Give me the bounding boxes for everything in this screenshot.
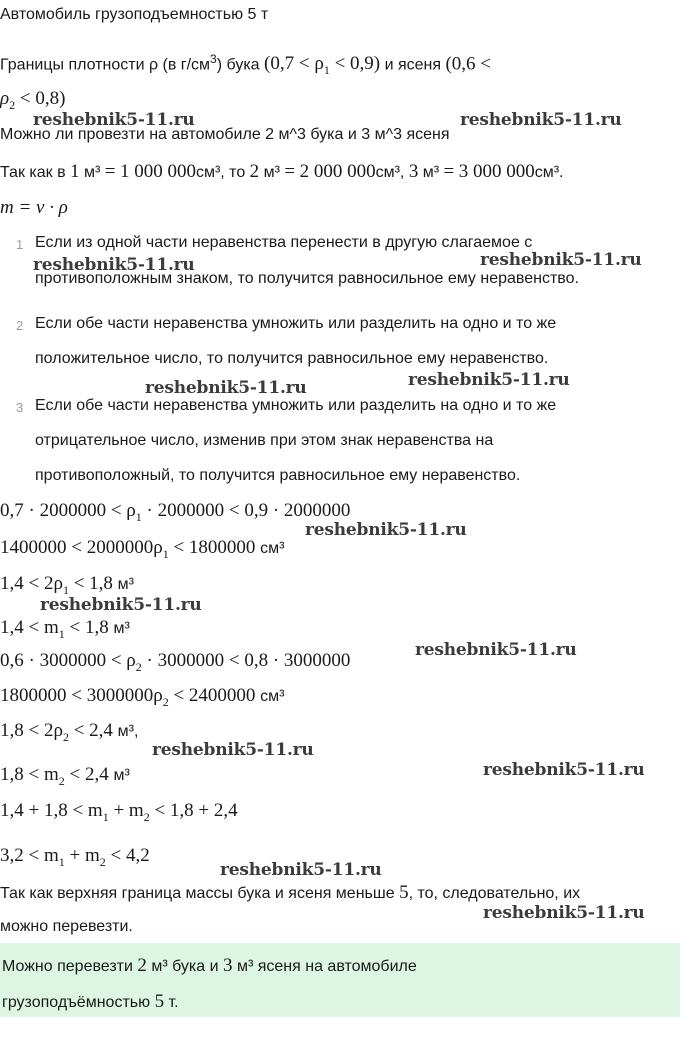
step-7-a: 1,8 < 2ρ [0,720,63,741]
step-4 [0,617,130,642]
step-5-a: 0,6 · 3000000 < ρ [0,650,136,671]
conclusion-text-a: Так как верхняя граница массы бука и ясеня меньше [0,885,395,902]
conv-unit-3: м³ [422,164,440,181]
step-2-unit: см³ [260,540,285,557]
conv-unit-1: м³ [84,164,101,181]
step-2-a: 1400000 < 2000000ρ [0,537,163,558]
step-4-sub: 1 [58,626,65,641]
answer-text-b: м³ бука и [151,958,219,975]
rule-2-line-1: Если обе части неравенства умножить или разделить на одно и то же [35,315,557,332]
watermark: reshebnik5-11.ru [408,370,570,390]
conv-v5: 3 [408,161,419,182]
step-3-a: 1,4 < 2ρ [0,573,63,594]
answer-text-2a: грузоподъёмностью [2,994,151,1011]
conclusion-line-1 [0,882,580,904]
step-5-sub: 2 [135,659,142,674]
answer-text-2b: т. [168,994,179,1011]
watermark: reshebnik5-11.ru [145,378,307,398]
rule-number-2: 2 [16,318,24,333]
watermark: reshebnik5-11.ru [305,520,467,540]
conv-v4: 2 000 000 [299,161,376,182]
conv-text-g: см³. [534,164,564,181]
step-6-a: 1800000 < 3000000ρ [0,685,163,706]
beech-range-start: (0,7 < ρ [264,53,324,75]
step-6-b: < 2400000 [168,685,256,706]
step-10 [0,845,150,870]
step-6 [0,685,285,710]
step-1-sub: 1 [135,509,142,524]
step-8-unit: м³ [113,767,130,784]
and-ash-text: и ясеня [384,56,442,74]
answer-box [0,943,680,1017]
conv-v3: 2 [249,161,260,182]
step-8-a: 1,8 < m [0,764,59,785]
step-7 [0,720,138,745]
conv-v2: 1 000 000 [119,161,196,182]
step-4-unit: м³ [113,620,130,637]
watermark: reshebnik5-11.ru [33,255,195,275]
answer-line-1 [2,955,417,977]
step-6-sub: 2 [162,694,169,709]
beech-range [264,53,381,78]
step-10-sub-2: 2 [99,854,106,869]
density-text: Границы плотности ρ (в г/см [0,56,211,74]
conv-text-a: Так как в [0,164,66,181]
step-3-b: < 1,8 [68,573,113,594]
conv-text-e: см³, [375,164,405,181]
rule-3-line-2: отрицательное число, изменив при этом знак неравенства на [35,432,494,449]
conv-eq-3: = [443,161,455,182]
watermark: reshebnik5-11.ru [415,640,577,660]
conversion-line [0,161,564,183]
step-10-a: 3,2 < m [0,845,59,866]
answer-text-c: м³ ясеня на автомобиле [236,958,417,975]
step-2 [0,537,285,562]
ash-range-start: (0,6 < [445,53,492,75]
rule-3-line-3: противоположный, то получится равносильное ему неравенство. [35,467,521,484]
step-9-sub-2: 2 [143,809,150,824]
step-7-unit: м³, [117,723,139,740]
ash-range-end: < 0,8) [15,88,66,109]
watermark: reshebnik5-11.ru [152,740,314,760]
watermark: reshebnik5-11.ru [483,760,645,780]
step-6-unit: см³ [260,688,285,705]
ash-sub: 2 [9,97,16,112]
conclusion-line-2: можно перевезти. [0,918,133,935]
rule-1-line-1: Если из одной части неравенства перенести в другую слагаемое с [35,234,533,251]
density-line [0,52,491,78]
conv-unit-2: м³ [263,164,280,181]
watermark: reshebnik5-11.ru [40,595,202,615]
step-1-b: · 2000000 < 0,9 · 2000000 [141,500,351,521]
answer-v1: 2 [137,955,147,976]
step-7-b: < 2,4 [68,720,113,741]
step-1-a: 0,7 · 2000000 < ρ [0,500,136,521]
step-5-b: · 3000000 < 0,8 · 3000000 [141,650,351,671]
answer-text-a: Можно перевезти [2,958,133,975]
step-8-sub: 2 [58,773,65,788]
task-title: Автомобиль грузоподъемностью 5 т [0,6,269,23]
step-9 [0,800,238,825]
step-2-sub: 1 [162,546,169,561]
conv-v6: 3 000 000 [458,161,535,182]
rule-2-line-2: положительное число, то получится равносильное ему неравенство. [35,350,549,367]
watermark: reshebnik5-11.ru [480,250,642,270]
watermark: reshebnik5-11.ru [220,860,382,880]
question: Можно ли провезти на автомобиле 2 м^3 бука и 3 м^3 ясеня [0,126,450,143]
conv-eq-2: = [284,161,296,182]
beech-sub: 1 [323,63,330,78]
ash-rho: ρ [0,88,10,109]
step-8 [0,764,130,789]
step-4-a: 1,4 < m [0,617,59,638]
beech-range-end: < 0,9) [329,53,381,75]
answer-v2: 3 [223,955,233,976]
step-1 [0,500,350,525]
step-9-b: + m [108,800,144,821]
watermark: reshebnik5-11.ru [460,110,622,130]
step-9-c: < 1,8 + 2,4 [149,800,238,821]
rule-number-3: 3 [16,400,24,415]
step-3-sub: 1 [62,582,69,597]
step-9-a: 1,4 + 1,8 < m [0,800,103,821]
step-2-b: < 1800000 [168,537,256,558]
conv-eq-1: = [104,161,116,182]
conclusion-value: 5 [399,882,409,903]
step-10-sub-1: 1 [58,854,65,869]
watermark: reshebnik5-11.ru [33,110,195,130]
step-10-b: + m [64,845,100,866]
step-5 [0,650,350,675]
step-10-c: < 4,2 [105,845,150,866]
conclusion-text-b: , то, следовательно, их [408,885,581,902]
answer-line-2 [2,991,179,1013]
step-9-sub-1: 1 [102,809,109,824]
step-3-unit: м³ [117,576,134,593]
answer-v3: 5 [154,991,165,1012]
step-7-sub: 2 [62,729,69,744]
density-exponent: 3 [210,52,217,66]
watermark: reshebnik5-11.ru [483,903,645,923]
density-text-end: ) бука [216,56,260,74]
mass-formula: m = v · ρ [0,197,68,218]
rule-1-line-2: противоположным знаком, то получится равносильное ему неравенство. [35,270,579,287]
conv-v1: 1 [70,161,80,182]
rule-3-line-1: Если обе части неравенства умножить или разделить на одно и то же [35,397,557,414]
step-4-b: < 1,8 [64,617,109,638]
step-8-b: < 2,4 [64,764,109,785]
conv-text-c: см³, то [195,164,246,181]
rule-number-1: 1 [16,237,24,252]
